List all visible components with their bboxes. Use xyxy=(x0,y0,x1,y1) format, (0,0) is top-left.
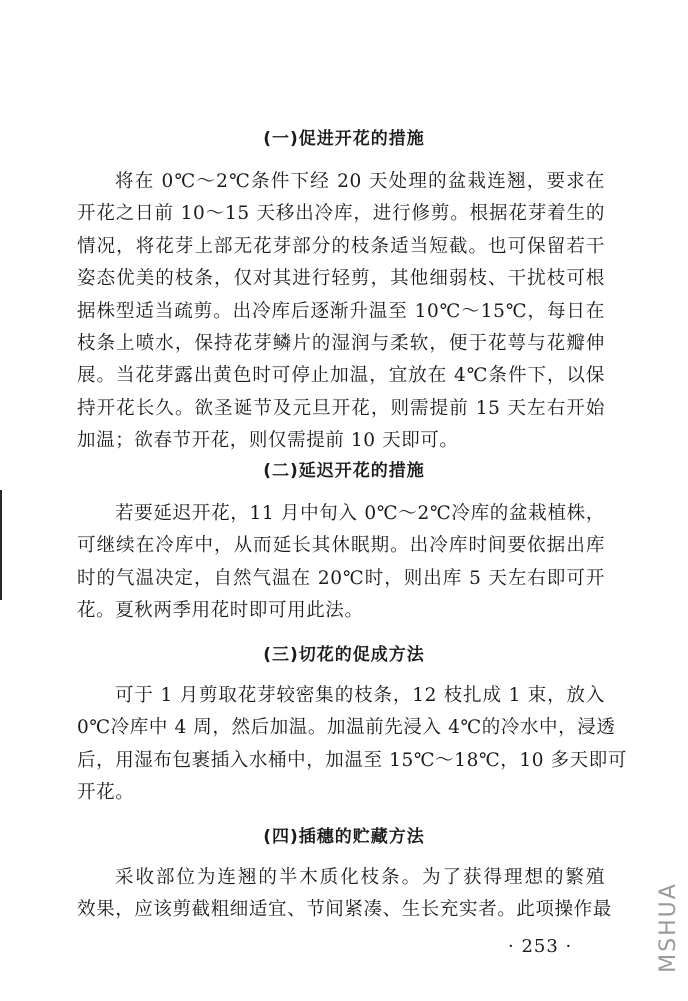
paragraph-line: 后，用湿布包裹插入水桶中，加温至 15℃～18℃，10 多天即可 xyxy=(77,749,627,771)
section-2-paragraph xyxy=(77,498,605,628)
paragraph-line: 展。当花芽露出黄色时可停止加温，宜放在 4℃条件下，以保 xyxy=(77,365,605,387)
section-heading-4: (四)插穗的贮藏方法 xyxy=(263,827,425,847)
section-heading-3: (三)切花的促成方法 xyxy=(263,645,425,665)
section-3-paragraph xyxy=(77,680,627,810)
watermark xyxy=(654,862,682,992)
scan-margin-mark xyxy=(0,490,2,600)
paragraph-line: 枝条上喷水，保持花芽鳞片的湿润与柔软，便于花萼与花瓣伸 xyxy=(77,333,605,355)
paragraph-line: 情况，将花芽上部无花芽部分的枝条适当短截。也可保留若干 xyxy=(77,235,605,257)
section-1-paragraph xyxy=(77,166,605,458)
paragraph-line: 加温；欲春节开花，则仅需提前 10 天即可。 xyxy=(77,430,459,452)
paragraph-line: 开花。 xyxy=(77,782,135,804)
paragraph-line: 姿态优美的枝条，仅对其进行轻剪，其他细弱枝、干扰枝可根 xyxy=(77,268,605,290)
section-heading-2: (二)延迟开花的措施 xyxy=(263,461,425,481)
paragraph-line: 据株型适当疏剪。出冷库后逐渐升温至 10℃～15℃，每日在 xyxy=(77,300,605,322)
paragraph-line: 时的气温决定，自然气温在 20℃时，则出库 5 天左右即可开 xyxy=(77,567,605,589)
paragraph-line: 可继续在冷库中，从而延长其休眠期。出冷库时间要依据出库 xyxy=(77,535,605,557)
page-number: · 253 · xyxy=(508,936,573,957)
paragraph-line: 可于 1 月剪取花芽较密集的枝条，12 枝扎成 1 束，放入 xyxy=(115,685,605,706)
paragraph-line: 效果，应该剪截粗细适宜、节间紧凑、生长充实者。此项操作最 xyxy=(77,899,612,921)
section-heading-1: (一)促进开花的措施 xyxy=(263,129,425,149)
paragraph-line: 采收部位为连翘的半木质化枝条。为了获得理想的繁殖 xyxy=(115,867,605,888)
paragraph-line: 持开花长久。欲圣诞节及元旦开花，则需提前 15 天左右开始 xyxy=(77,397,605,419)
paragraph-line: 若要延迟开花，11 月中旬入 0℃～2℃冷库的盆栽植株， xyxy=(115,503,605,524)
paragraph-line: 将在 0℃～2℃条件下经 20 天处理的盆栽连翘，要求在 xyxy=(115,171,605,192)
paragraph-line: 花。夏秋两季用花时即可用此法。 xyxy=(77,600,364,622)
paragraph-line: 开花之日前 10～15 天移出冷库，进行修剪。根据花芽着生的 xyxy=(77,203,605,225)
watermark-text: MSHUA xyxy=(655,881,681,973)
paragraph-line: 0℃冷库中 4 周，然后加温。加温前先浸入 4℃的冷水中，浸透 xyxy=(77,717,616,739)
section-4-paragraph xyxy=(77,862,612,927)
